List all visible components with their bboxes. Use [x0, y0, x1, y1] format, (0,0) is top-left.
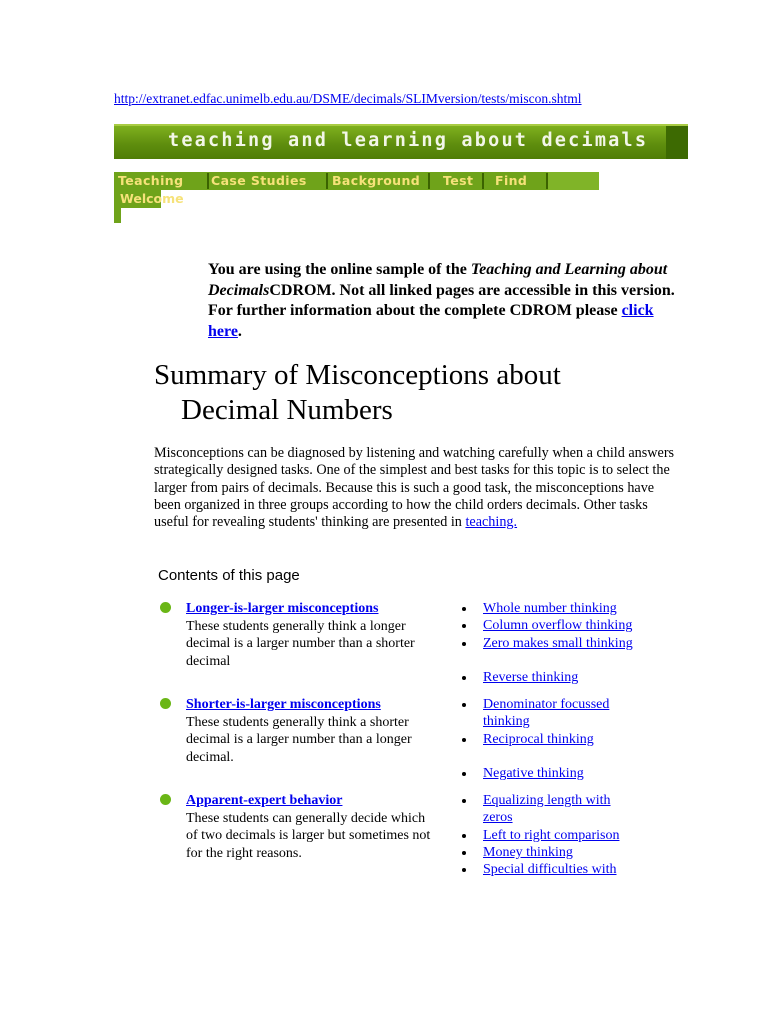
bullet-icon: [160, 698, 171, 709]
list-item: [460, 669, 660, 686]
misconception-link[interactable]: Left to right comparison: [483, 827, 620, 843]
nav-separator: [207, 173, 209, 189]
misconception-link[interactable]: Money thinking: [483, 844, 573, 860]
nav-separator: [326, 173, 328, 189]
contents-heading: Contents of this page: [158, 567, 300, 584]
misconception-list: [460, 792, 635, 878]
misconception-link[interactable]: Reverse thinking: [483, 670, 579, 686]
bullet-icon: [160, 794, 171, 805]
nav-welcome-label: Welcome: [120, 191, 184, 206]
bullet-icon: [160, 602, 171, 613]
nav-bar: [114, 172, 599, 190]
list-spacer: [460, 748, 635, 765]
misconception-link[interactable]: Special difficulties with: [483, 862, 617, 878]
list-item: [460, 792, 635, 827]
page-title-line2: Decimal Numbers: [181, 394, 393, 426]
list-item: [460, 844, 635, 861]
list-item: [460, 696, 635, 731]
teaching-link[interactable]: teaching.: [465, 514, 518, 531]
page-url-link[interactable]: http://extranet.edfac.unimelb.edu.au/DSME/decimals/SLIMversion/tests/miscon.shtml: [114, 91, 582, 106]
notice-text-cont: CDROM. Not all linked pages are accessible in this version. For further information about the complete CDROM please: [208, 281, 675, 319]
group-link-shorter-is-larger[interactable]: Shorter-is-larger misconceptions: [186, 697, 381, 712]
group-description: These students generally think a longer decimal is a larger number than a shorter decimal: [186, 618, 415, 669]
list-item: [460, 731, 635, 748]
list-item: [460, 861, 635, 878]
list-item: [460, 765, 635, 782]
misconception-link[interactable]: Whole number thinking: [483, 601, 617, 616]
group-description: These students can generally decide which of two decimals is larger but sometimes not for the right reasons.: [186, 810, 431, 861]
notice-text: You are using the online sample of the: [208, 261, 471, 278]
group-link-longer-is-larger[interactable]: Longer-is-larger misconceptions: [186, 601, 379, 616]
notice-end: .: [237, 322, 242, 340]
nav-separator: [428, 173, 430, 189]
nav-background[interactable]: Background: [332, 173, 421, 188]
misconception-link[interactable]: Column overflow thinking: [483, 618, 633, 634]
intro-paragraph: [154, 445, 684, 531]
nav-teaching[interactable]: Teaching: [118, 173, 184, 188]
nav-welcome[interactable]: [114, 190, 184, 208]
notice-product-name: Teaching and Learning about Decimals: [208, 261, 668, 299]
group-description: These students generally think a shorter decimal is a larger number than a longer decimal.: [186, 714, 412, 765]
nav-separator: [482, 173, 484, 189]
list-item: [460, 617, 660, 634]
page-title-line1: Summary of Misconceptions about: [154, 359, 561, 391]
misconception-link[interactable]: Reciprocal thinking: [483, 731, 594, 747]
misconception-group: [160, 600, 440, 670]
nav-tail: [548, 172, 599, 190]
sample-notice: [208, 260, 688, 342]
nav-case-studies[interactable]: Case Studies: [211, 173, 307, 188]
page-title: [154, 358, 674, 428]
misconception-link[interactable]: Zero makes small thinking: [483, 635, 633, 651]
nav-test[interactable]: Test: [443, 173, 474, 188]
nav-find[interactable]: Find: [495, 173, 528, 188]
click-here-link[interactable]: click here: [208, 302, 654, 340]
nav-stub: [114, 208, 121, 223]
misconception-link[interactable]: Negative thinking: [483, 766, 584, 782]
intro-text: Misconceptions can be diagnosed by listening and watching carefully when a child answers strategically designed tasks. One of the simplest and best tasks for this topic is to select the larger from pairs of decimals. Because this is such a good task, the misconceptions have been organized in three groups according to how the child orders decimals. Other tasks useful for revealing students' thinking are presented in: [154, 445, 675, 531]
misconception-group: [160, 792, 440, 862]
misconception-link[interactable]: Denominator focussed thinking: [483, 697, 610, 730]
banner-title: teaching and learning about decimals: [168, 130, 649, 151]
list-item: [460, 635, 660, 652]
misconception-list: [460, 696, 635, 782]
misconception-list: [460, 600, 660, 686]
list-item: [460, 600, 660, 617]
list-item: [460, 827, 635, 844]
misconception-group: [160, 696, 440, 766]
site-banner: [114, 124, 688, 159]
misconception-link[interactable]: Equalizing length with zeros: [483, 793, 611, 826]
group-link-apparent-expert[interactable]: Apparent-expert behavior: [186, 793, 343, 808]
list-spacer: [460, 652, 660, 669]
banner-edge: [666, 126, 688, 159]
